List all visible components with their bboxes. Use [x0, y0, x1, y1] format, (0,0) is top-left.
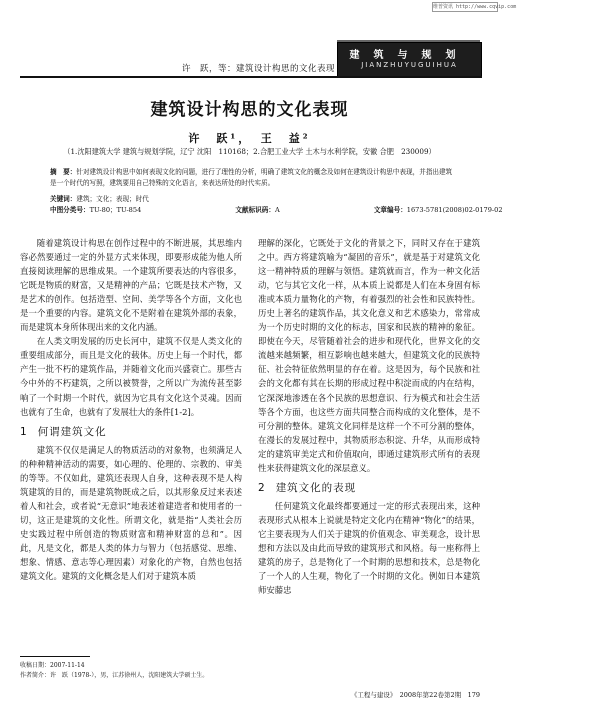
- clc-label: 中图分类号：: [50, 206, 90, 214]
- header-rule: [20, 76, 482, 78]
- section-number: 1: [20, 425, 28, 438]
- section-title: 建筑文化的表现: [275, 481, 357, 494]
- section-heading-2: [258, 481, 480, 495]
- classification-line: [50, 205, 503, 216]
- article-no-value: 1673-5781(2008)02-0179-02: [406, 206, 503, 214]
- page-footer: 《工程与建设》 2008年第22卷第2期 179: [350, 691, 480, 699]
- section-banner: [337, 42, 482, 78]
- footnote-rule: [20, 656, 90, 657]
- footnote-author: 作者简介：许 跃（1978-），男，江苏徐州人，沈阳建筑大学硕士生。: [20, 672, 209, 679]
- body-column-right: [258, 236, 480, 597]
- body-column-left: [20, 236, 242, 583]
- abstract-label: 摘 要：: [50, 168, 77, 176]
- keywords-label: 关键词：: [50, 195, 77, 203]
- running-head: 许 跃，等：建筑设计构思的文化表现: [182, 64, 336, 74]
- doc-code-label: 文献标识码：: [235, 206, 275, 214]
- clc-value: TU-80；TU-854: [89, 206, 142, 214]
- article-no-label: 文章编号：: [373, 206, 407, 214]
- article-title: 建筑设计构思的文化表现: [150, 100, 349, 120]
- paragraph: 任何建筑文化最终都要通过一定的形式表现出来，这种表现形式从根本上说就是特定文化内在精神“物化”的结果，它主要表现为人们关于建筑的价值观念、审美观念，设计思想和方法以及由此而导致的建筑形式和风格。每一座称得上建筑的房子，总是物化了一个时期的思想和技术，总是物化了一个人的人生观，物化了一个时期的文化。例如日本建筑师安藤忠: [258, 500, 480, 596]
- paragraph: 建筑不仅仅是满足人的物质活动的对象物，也须满足人的种种精神活动的需要，如心理的、伦理的、宗教的、审美的等等。不仅如此，建筑还表现人自身，这种表现不是人构筑建筑的目的，而是建筑物既成之后，以其形象反过来表述着人和社会，或者说“无意识”地表述着建造者和使用者的一切，这正是建筑的文化性。所谓文化，就是指“人类社会历史实践过程中所创造的物质财富和精神财富的总和”。因此，凡是文化，都是人类的体力与智力（包括感觉、思维、想象、情感、意志等心理因素）对象化的产物，自然也包括建筑文化。建筑的文化概念是人们对于建筑本质: [20, 444, 242, 582]
- doc-code-value: A: [274, 206, 280, 214]
- section-number: 2: [258, 481, 266, 494]
- footnote-received: 收稿日期：2007-11-14: [20, 662, 85, 669]
- abstract: [50, 167, 456, 189]
- section-title: 何谓建筑文化: [37, 425, 107, 438]
- paragraph: 理解的深化，它既处于文化的背景之下，同时又存在于建筑之中。西方将建筑喻为“凝固的音乐”，就是基于对建筑文化这一精神特质的理解与领悟。建筑就而言，作为一种文化活动，它与其它文化一样，从本质上说都是人们在本身固有标准或本质力量物化的产物，有着强烈的社会性和民族特性。历史上著名的建筑作品，其文化意义和艺术感染力，常常成为一个历史时期的文化的标志，国家和民族的精神的象征。即使在今天，尽管随着社会的进步和现代化，世界文化的交流越来越频繁，相互影响也越来越大，但建筑文化的民族特征、社会特征依然明显的存在着。这是因为，每个民族和社会的文化都有其在长期的形成过程中积淀而成的内在结构，它深深地渗透在各个民族的思想意识、行为模式和社会生活等各个方面，也这些方面共同整合而构成的文化整体，是不可分割的整体。建筑文化同样是这样一个不可分割的整体，在漫长的发展过程中，其物质形态积淀、升华，从而形成特定的建筑审美定式和价值取向，即通过建筑形式所有的表现性来获得建筑文化的深层意义。: [258, 238, 480, 473]
- keywords-text: 建筑；文化；表现；时代: [76, 195, 149, 203]
- watermark-stamp: 维普资讯 http://www.cqvip.com: [433, 4, 517, 10]
- abstract-text: 针对建筑设计构思中如何表现文化的问题，进行了理性的分析，明确了建筑文化的概念及如何在建筑设计构思中表现，并指出建筑是一个时代的写照，建筑要用自己特殊的文化语言，来表达所处的时代实质。: [50, 168, 453, 187]
- keywords: [50, 194, 456, 205]
- banner-chinese: 建筑与规划: [349, 50, 470, 61]
- section-heading-1: [20, 425, 242, 439]
- author-line: 许 跃¹， 王 益²: [188, 132, 311, 145]
- paragraph: 在人类文明发展的历史长河中，建筑不仅是人类文化的重要组成部分，而且是文化的载体。历史上每一个时代，都产生一批不朽的建筑作品，并随着文化而兴盛衰亡。那些古今中外的不朽建筑，之所以被赞誉，之所以广为流传甚至影响了一个时期一个时代，就因为它具有文化这个灵魂。因而也就有了生命，也就有了发展壮大的条件[1-2]。: [20, 336, 242, 417]
- paragraph: 随着建筑设计构思在创作过程中的不断进展，其思维内容必然要通过一定的外显方式来体现，即要形成能为他人所直接阅读理解的思维成果。一个建筑所要表达的内容很多，它既是物质的财富，又是精神的产品；它既是技术产物，又是艺术的创作。包括造型、空间、美学等各个方面，文化也是一个重要的内容。建筑文化不是附着在建筑外部的表象，而是建筑本身所体现出来的文化内涵。: [20, 238, 242, 333]
- banner-pinyin: JIANZHUYUGUIHUA: [361, 61, 458, 69]
- affiliation-line: （1.沈阳建筑大学 建筑与规划学院，辽宁 沈阳 110168；2.合肥工业大学 土木与水利学院，安徽 合肥 230009）: [63, 147, 436, 156]
